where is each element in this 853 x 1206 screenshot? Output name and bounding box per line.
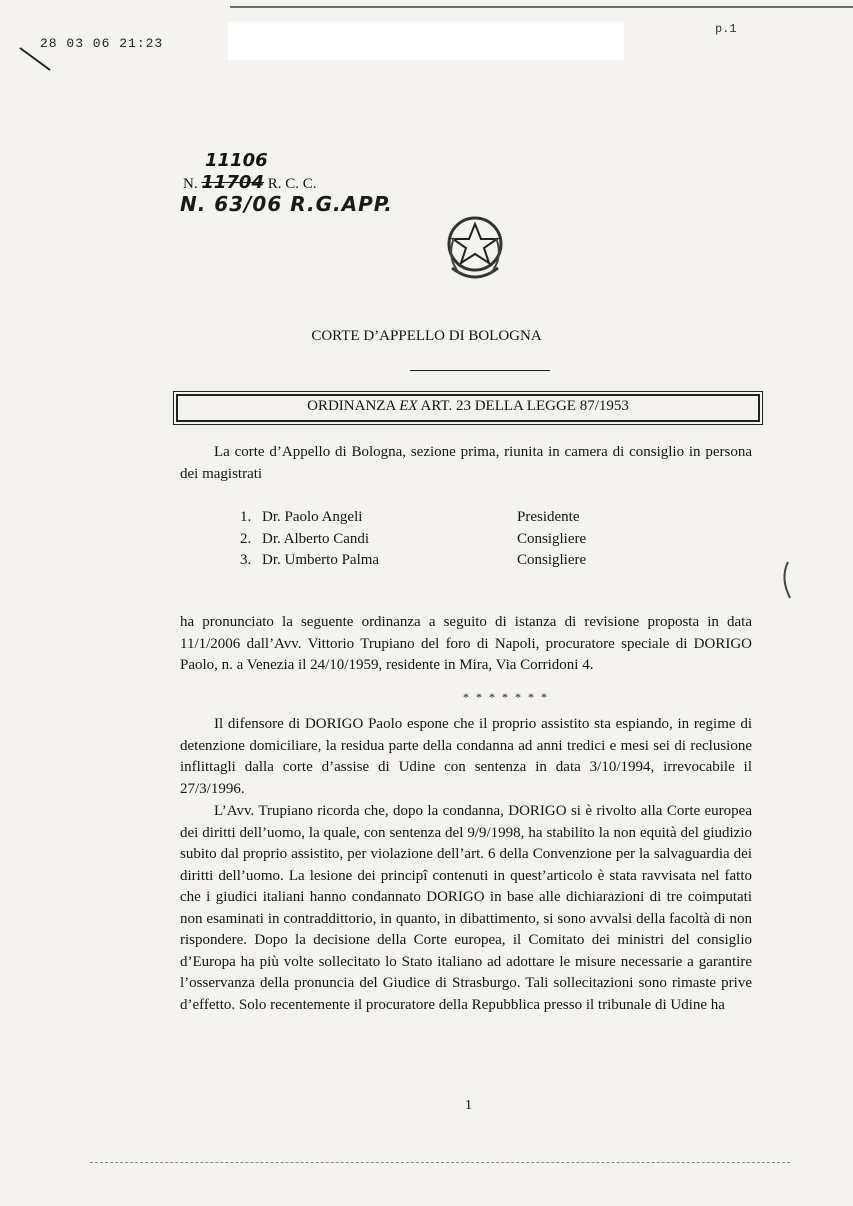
court-name: CORTE D’APPELLO DI BOLOGNA (311, 328, 542, 344)
fax-timestamp: 28 03 06 21:23 (40, 36, 164, 51)
rcc-struck-number: 11704 (201, 172, 264, 193)
rcc-suffix: R. C. C. (267, 176, 317, 192)
italian-republic-emblem-icon (440, 208, 510, 288)
redacted-area (228, 22, 624, 60)
rcc-prefix: N. (183, 176, 198, 192)
defense-paragraph: Il difensore di DORIGO Paolo espone che il proprio assistito sta espiando, in regime di detenzione domiciliare, la residua parte della condanna ad anni tredici e mesi sei di reclusione inflittagli dalla corte d’assise di Udine con sentenza in data 3/10/1994, irrevocabile il 27/3/1996. (180, 716, 752, 797)
rgapp-handwritten-reference: N. 63/06 R.G.APP. (180, 192, 393, 216)
judge-row: 2. Dr. Alberto Candi Consigliere (240, 530, 587, 547)
trupiano-paragraph: L’Avv. Trupiano ricorda che, dopo la condanna, DORIGO si è rivolto alla Corte europea dei diritti dell’uomo, la quale, con sentenza del 9/9/1998, ha stabilito la non equità del giudizio subito dal proprio assistito, per violazione dell’art. 6 della Convenzione per la salvaguardia dei diritti dell’uomo. La lesione dei principî contenuti in quest’articolo è stata ravvisata nel fatto che i giudici italiani hanno condannato DORIGO in base alle dichiarazioni di tre coimputati non esaminati in contraddittorio, in quanto, in dibattimento, si sono avvalsi della facoltà di non rispondere. Dopo la decisione della Corte europea, il Comitato dei ministri del consiglio d’Europa ha più volte sollecitato lo Stato italiano ad adottare le misure necessarie a garantire l’osservanza della pronuncia del Giudice di Strasburgo. Tali sollecitazioni sono rimaste prive d’effetto. Solo recentemente il procuratore della Repubblica presso il tribunale di Udine ha (180, 803, 752, 1013)
bottom-scan-line (90, 1162, 790, 1164)
judges-list (240, 507, 586, 572)
rcc-reference (183, 150, 317, 193)
page-number: 1 (465, 1098, 472, 1113)
section-separator: * * * * * * * (463, 690, 549, 704)
ordinanza-title: ORDINANZA EX ART. 23 DELLA LEGGE 87/1953 (307, 398, 629, 414)
page-marker: p.1 (715, 22, 737, 36)
margin-mark (778, 560, 792, 600)
pronounced-paragraph: ha pronunciato la seguente ordinanza a seguito di istanza di revisione proposta in data 11/1/2006 dall’Avv. Vittorio Trupiano del foro di Napoli, procuratore speciale di DORIGO Paolo, n. a Venezia il 24/10/1959, residente in Mira, Via Corridoni 4. (180, 614, 752, 673)
intro-paragraph: La corte d’Appello di Bologna, sezione prima, riunita in camera di consiglio in persona dei magistrati (180, 444, 752, 482)
rcc-handwritten-number: 11106 (205, 150, 268, 171)
court-underline (410, 370, 550, 371)
judge-row: 1. Dr. Paolo Angeli Presidente (240, 509, 580, 525)
judge-row: 3. Dr. Umberto Palma Consigliere (240, 552, 587, 568)
scan-edge-line (230, 6, 853, 8)
